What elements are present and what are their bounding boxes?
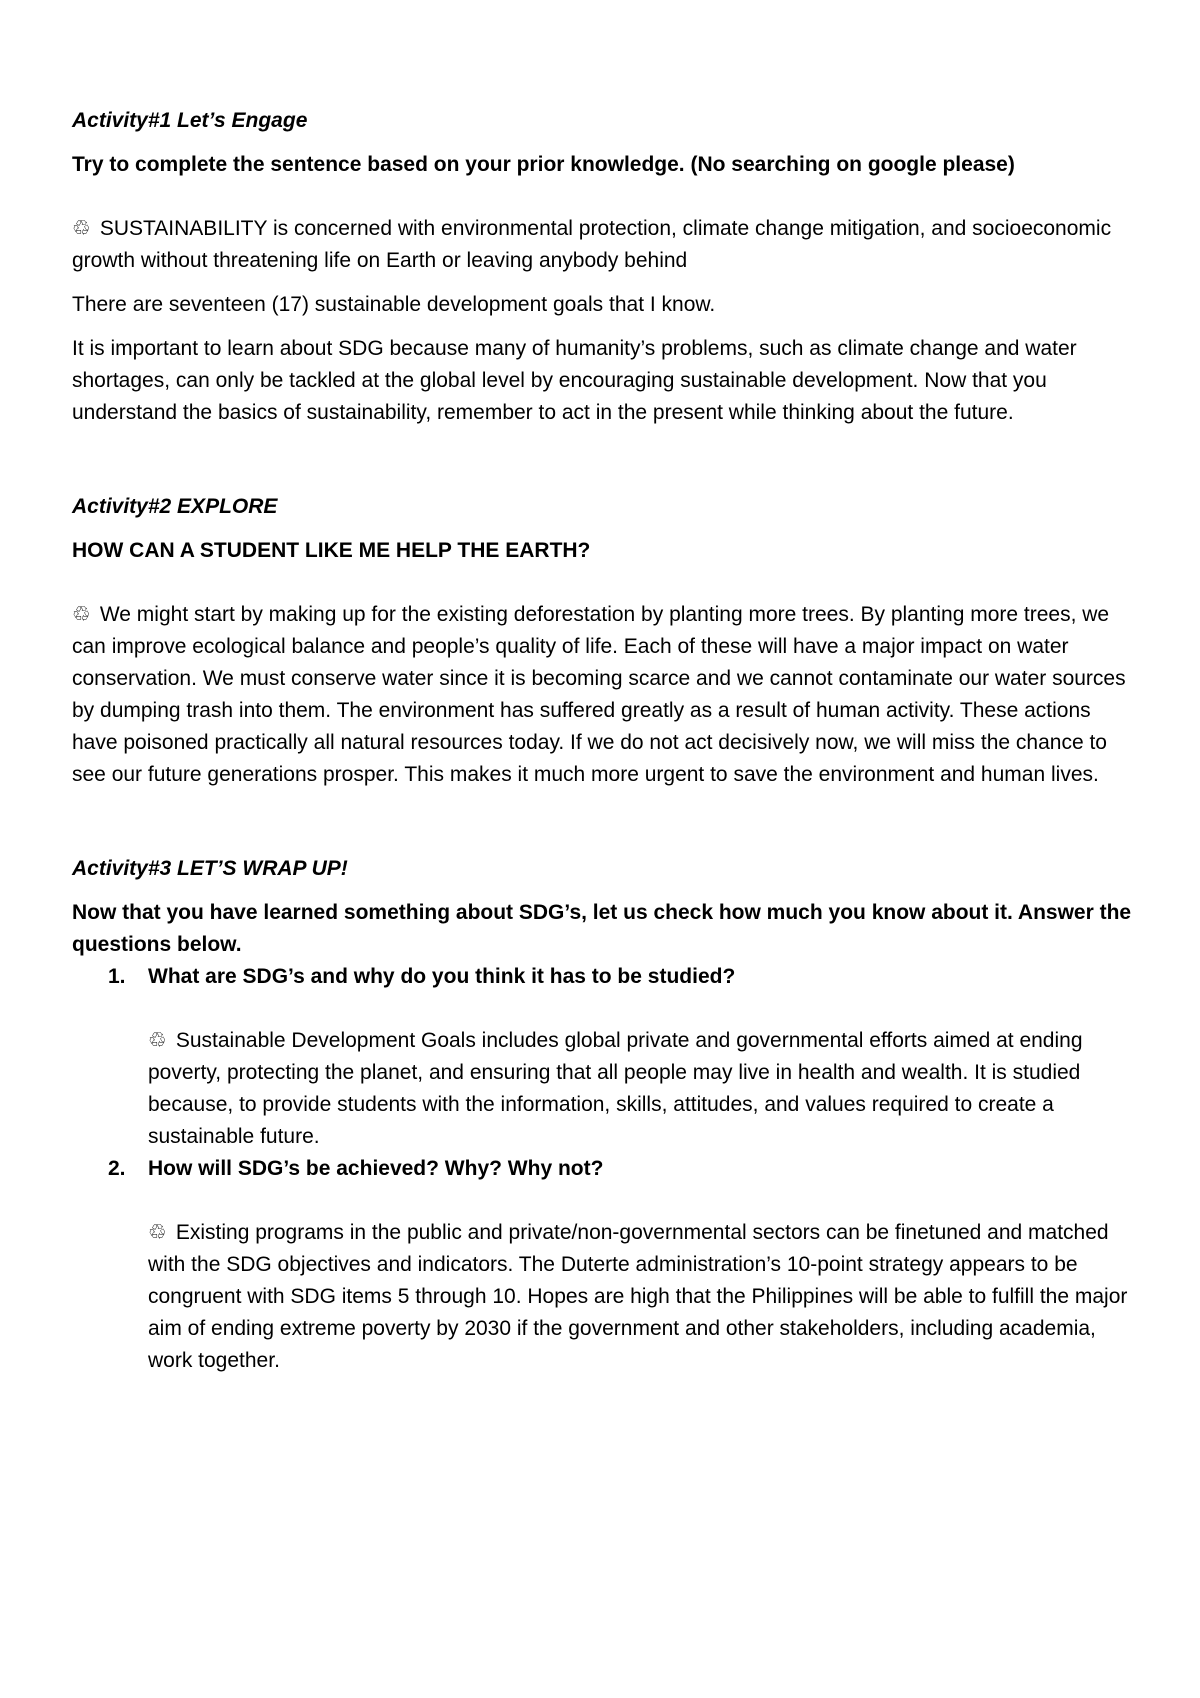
activity-1-heading: Activity#1 Let’s Engage: [72, 109, 308, 132]
activity-1-answer-2: There are seventeen (17) sustainable development goals that I know.: [72, 293, 716, 316]
activity-3-section: [72, 853, 1140, 1377]
question-item-2: [72, 1153, 1140, 1185]
activity-2-answer-text: We might start by making up for the existing deforestation by planting more trees. By planting more trees, we can improve ecological balance and people’s quality of life. Each of these will have a major impact on water conservation. We must conserve water since it is becoming scarce and we cannot contaminate our water sources by dumping trash into them. The environment has suffered greatly as a result of human activity. These actions have poisoned practically all natural resources today. If we do not act decisively now, we will miss the chance to see our future generations prosper. This makes it much more urgent to save the environment and human lives.: [72, 603, 1126, 786]
question-text: What are SDG’s and why do you think it has to be studied?: [148, 965, 736, 988]
activity-2-section: [72, 491, 1140, 791]
activity-1-section: [72, 105, 1140, 429]
activity-2-question: HOW CAN A STUDENT LIKE ME HELP THE EARTH?: [72, 539, 591, 562]
activity-2-heading: Activity#2 EXPLORE: [72, 495, 278, 518]
activity-1-answer-3: It is important to learn about SDG because many of humanity’s problems, such as climate change and water shortages, can only be tackled at the global level by encouraging sustainable development. Now that you understand the basics of sustainability, remember to act in the present while thinking about the future.: [72, 337, 1077, 424]
question-2-answer-text: Existing programs in the public and private/non-governmental sectors can be finetuned and matched with the SDG objectives and indicators. The Duterte administration’s 10-point strategy appears to be congruent with SDG items 5 through 10. Hopes are high that the Philippines will be able to fulfill the major aim of ending extreme poverty by 2030 if the government and other stakeholders, including academia, work together.: [148, 1221, 1128, 1372]
question-2-answer: [72, 1217, 1140, 1377]
question-number: 2.: [108, 1157, 126, 1180]
question-list: [72, 961, 1140, 993]
recycle-icon: ♲: [72, 603, 91, 626]
recycle-icon: ♲: [72, 217, 91, 240]
activity-1-answer-sustainability: [72, 213, 1140, 277]
question-1-answer-text: Sustainable Development Goals includes global private and governmental efforts aimed at ending poverty, protecting the planet, and ensuring that all people may live in health and wealth. It is studied because, to provide students with the information, skills, attitudes, and values required to create a sustainable future.: [148, 1029, 1083, 1148]
activity-3-heading: Activity#3 LET’S WRAP UP!: [72, 857, 348, 880]
question-list: [72, 1153, 1140, 1185]
question-1-answer: [72, 1025, 1140, 1153]
question-text: How will SDG’s be achieved? Why? Why not?: [148, 1157, 604, 1180]
activity-2-answer: [72, 599, 1140, 791]
activity-1-answer-1-text: SUSTAINABILITY is concerned with environmental protection, climate change mitigation, and socioeconomic growth without threatening life on Earth or leaving anybody behind: [72, 217, 1112, 272]
question-number: 1.: [108, 965, 126, 988]
question-item-1: [72, 961, 1140, 993]
recycle-icon: ♲: [148, 1221, 167, 1244]
activity-1-instruction: Try to complete the sentence based on your prior knowledge. (No searching on google please): [72, 153, 1015, 176]
activity-3-instruction: Now that you have learned something about SDG’s, let us check how much you know about it. Answer the questions below.: [72, 901, 1132, 956]
recycle-icon: ♲: [148, 1029, 167, 1052]
